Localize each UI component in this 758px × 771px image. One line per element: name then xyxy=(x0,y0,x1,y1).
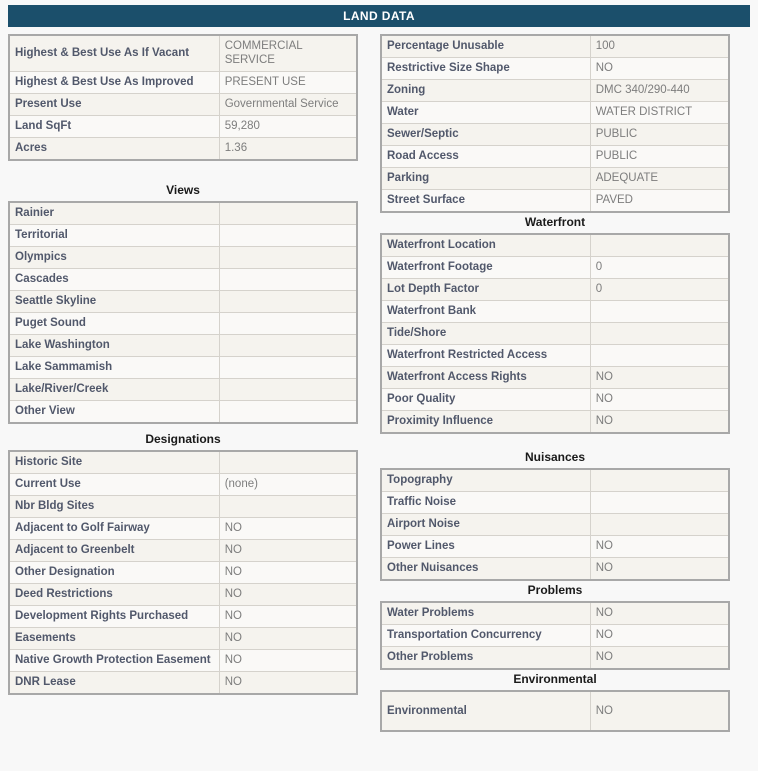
table-row xyxy=(9,606,357,628)
row-label: Puget Sound xyxy=(9,313,219,335)
row-label: Waterfront Footage xyxy=(381,257,590,279)
table-row xyxy=(9,225,357,247)
row-value: NO xyxy=(590,691,729,731)
row-value xyxy=(219,357,357,379)
table-row xyxy=(381,323,729,345)
nuisances-table xyxy=(380,468,730,581)
row-label: Environmental xyxy=(381,691,590,731)
table-row xyxy=(9,357,357,379)
row-label: Territorial xyxy=(9,225,219,247)
row-label: Rainier xyxy=(9,202,219,225)
table-row xyxy=(9,474,357,496)
row-label: Other Designation xyxy=(9,562,219,584)
row-value xyxy=(219,313,357,335)
row-label: Present Use xyxy=(9,94,219,116)
table-row xyxy=(381,536,729,558)
table-row xyxy=(9,401,357,424)
table-row xyxy=(9,72,357,94)
row-label: Highest & Best Use As Improved xyxy=(9,72,219,94)
row-value xyxy=(590,514,729,536)
row-value: COMMERCIAL SERVICE xyxy=(219,35,357,72)
site-characteristics-table xyxy=(380,34,730,213)
row-value: WATER DISTRICT xyxy=(590,102,729,124)
row-label: Acres xyxy=(9,138,219,161)
row-label: Power Lines xyxy=(381,536,590,558)
row-label: Lot Depth Factor xyxy=(381,279,590,301)
row-label: Lake Sammamish xyxy=(9,357,219,379)
row-label: Waterfront Restricted Access xyxy=(381,345,590,367)
right-column xyxy=(380,34,730,732)
environmental-table xyxy=(380,690,730,732)
row-value: NO xyxy=(219,584,357,606)
row-value xyxy=(590,234,729,257)
table-row xyxy=(9,518,357,540)
row-label: Road Access xyxy=(381,146,590,168)
row-label: Airport Noise xyxy=(381,514,590,536)
table-row xyxy=(9,451,357,474)
table-row xyxy=(9,138,357,161)
row-value: NO xyxy=(590,389,729,411)
row-label: Lake Washington xyxy=(9,335,219,357)
table-row xyxy=(9,116,357,138)
row-label: Zoning xyxy=(381,80,590,102)
row-value xyxy=(219,247,357,269)
table-row xyxy=(9,496,357,518)
row-value: NO xyxy=(219,672,357,695)
row-value: NO xyxy=(590,411,729,434)
table-row xyxy=(381,345,729,367)
row-label: Waterfront Location xyxy=(381,234,590,257)
table-row xyxy=(9,313,357,335)
row-value: NO xyxy=(219,518,357,540)
table-row xyxy=(381,514,729,536)
table-row xyxy=(9,650,357,672)
row-value xyxy=(219,225,357,247)
row-value: NO xyxy=(219,650,357,672)
row-label: Nbr Bldg Sites xyxy=(9,496,219,518)
row-value: ADEQUATE xyxy=(590,168,729,190)
row-value xyxy=(219,269,357,291)
row-label: Other Nuisances xyxy=(381,558,590,581)
row-label: Adjacent to Golf Fairway xyxy=(9,518,219,540)
table-row xyxy=(381,301,729,323)
waterfront-section-title: Waterfront xyxy=(524,215,586,229)
row-value xyxy=(590,469,729,492)
designations-table xyxy=(8,450,358,695)
table-row xyxy=(381,80,729,102)
row-value xyxy=(219,451,357,474)
table-row xyxy=(9,628,357,650)
row-value: 0 xyxy=(590,257,729,279)
page-title: LAND DATA xyxy=(343,9,415,23)
row-value: NO xyxy=(590,602,729,625)
table-row xyxy=(9,562,357,584)
row-label: Current Use xyxy=(9,474,219,496)
row-label: DNR Lease xyxy=(9,672,219,695)
row-label: Water xyxy=(381,102,590,124)
environmental-section-title: Environmental xyxy=(513,672,597,686)
row-value xyxy=(219,291,357,313)
row-label: Street Surface xyxy=(381,190,590,213)
row-value xyxy=(219,335,357,357)
row-value: NO xyxy=(590,536,729,558)
row-value: 0 xyxy=(590,279,729,301)
row-value xyxy=(590,345,729,367)
table-row xyxy=(381,691,729,731)
table-row xyxy=(381,124,729,146)
row-value: 100 xyxy=(590,35,729,58)
table-row xyxy=(9,379,357,401)
row-value: 59,280 xyxy=(219,116,357,138)
row-label: Poor Quality xyxy=(381,389,590,411)
row-value xyxy=(219,496,357,518)
row-label: Waterfront Bank xyxy=(381,301,590,323)
row-value xyxy=(219,202,357,225)
table-row xyxy=(381,234,729,257)
row-value: NO xyxy=(219,606,357,628)
row-value xyxy=(590,323,729,345)
row-value: DMC 340/290-440 xyxy=(590,80,729,102)
table-row xyxy=(9,584,357,606)
row-label: Transportation Concurrency xyxy=(381,625,590,647)
row-value: PRESENT USE xyxy=(219,72,357,94)
table-row xyxy=(381,367,729,389)
row-label: Easements xyxy=(9,628,219,650)
views-section-title: Views xyxy=(166,183,200,197)
table-row xyxy=(381,146,729,168)
row-label: Sewer/Septic xyxy=(381,124,590,146)
row-value xyxy=(219,379,357,401)
row-label: Deed Restrictions xyxy=(9,584,219,606)
table-row xyxy=(381,389,729,411)
table-row xyxy=(381,102,729,124)
table-row xyxy=(381,469,729,492)
nuisances-section-title: Nuisances xyxy=(524,450,586,464)
row-label: Native Growth Protection Easement xyxy=(9,650,219,672)
row-value: NO xyxy=(219,628,357,650)
row-value: 1.36 xyxy=(219,138,357,161)
row-value: NO xyxy=(590,625,729,647)
table-row xyxy=(381,647,729,670)
row-value: (none) xyxy=(219,474,357,496)
row-label: Highest & Best Use As If Vacant xyxy=(9,35,219,72)
row-label: Adjacent to Greenbelt xyxy=(9,540,219,562)
row-value: NO xyxy=(590,558,729,581)
row-value xyxy=(590,492,729,514)
row-value: NO xyxy=(590,58,729,80)
table-row xyxy=(381,411,729,434)
row-label: Cascades xyxy=(9,269,219,291)
row-value xyxy=(219,401,357,424)
left-column xyxy=(8,34,358,695)
table-row xyxy=(381,58,729,80)
table-row xyxy=(381,35,729,58)
row-label: Waterfront Access Rights xyxy=(381,367,590,389)
table-row xyxy=(9,269,357,291)
table-row xyxy=(381,168,729,190)
row-value: NO xyxy=(590,647,729,670)
problems-table xyxy=(380,601,730,670)
table-row xyxy=(381,279,729,301)
row-label: Lake/River/Creek xyxy=(9,379,219,401)
views-table xyxy=(8,201,358,424)
row-value: PAVED xyxy=(590,190,729,213)
table-row xyxy=(9,540,357,562)
designations-section-title: Designations xyxy=(145,432,221,446)
row-label: Percentage Unusable xyxy=(381,35,590,58)
table-row xyxy=(381,257,729,279)
row-label: Water Problems xyxy=(381,602,590,625)
row-value: Governmental Service xyxy=(219,94,357,116)
row-label: Seattle Skyline xyxy=(9,291,219,313)
table-row xyxy=(381,190,729,213)
row-label: Traffic Noise xyxy=(381,492,590,514)
row-label: Land SqFt xyxy=(9,116,219,138)
row-value: NO xyxy=(590,367,729,389)
table-row xyxy=(9,291,357,313)
row-value: PUBLIC xyxy=(590,124,729,146)
table-row xyxy=(9,672,357,695)
table-row xyxy=(9,247,357,269)
row-label: Historic Site xyxy=(9,451,219,474)
table-row xyxy=(381,492,729,514)
table-row xyxy=(381,602,729,625)
row-value: PUBLIC xyxy=(590,146,729,168)
table-row xyxy=(381,625,729,647)
row-value xyxy=(590,301,729,323)
row-label: Other View xyxy=(9,401,219,424)
general-land-table xyxy=(8,34,358,161)
row-label: Tide/Shore xyxy=(381,323,590,345)
row-label: Development Rights Purchased xyxy=(9,606,219,628)
table-row xyxy=(9,35,357,72)
row-label: Olympics xyxy=(9,247,219,269)
waterfront-table xyxy=(380,233,730,434)
row-label: Proximity Influence xyxy=(381,411,590,434)
page-title-banner xyxy=(8,5,750,27)
row-label: Topography xyxy=(381,469,590,492)
row-value: NO xyxy=(219,540,357,562)
problems-section-title: Problems xyxy=(527,583,583,597)
table-row xyxy=(9,335,357,357)
row-label: Parking xyxy=(381,168,590,190)
row-value: NO xyxy=(219,562,357,584)
row-label: Restrictive Size Shape xyxy=(381,58,590,80)
table-row xyxy=(9,202,357,225)
table-row xyxy=(9,94,357,116)
row-label: Other Problems xyxy=(381,647,590,670)
table-row xyxy=(381,558,729,581)
